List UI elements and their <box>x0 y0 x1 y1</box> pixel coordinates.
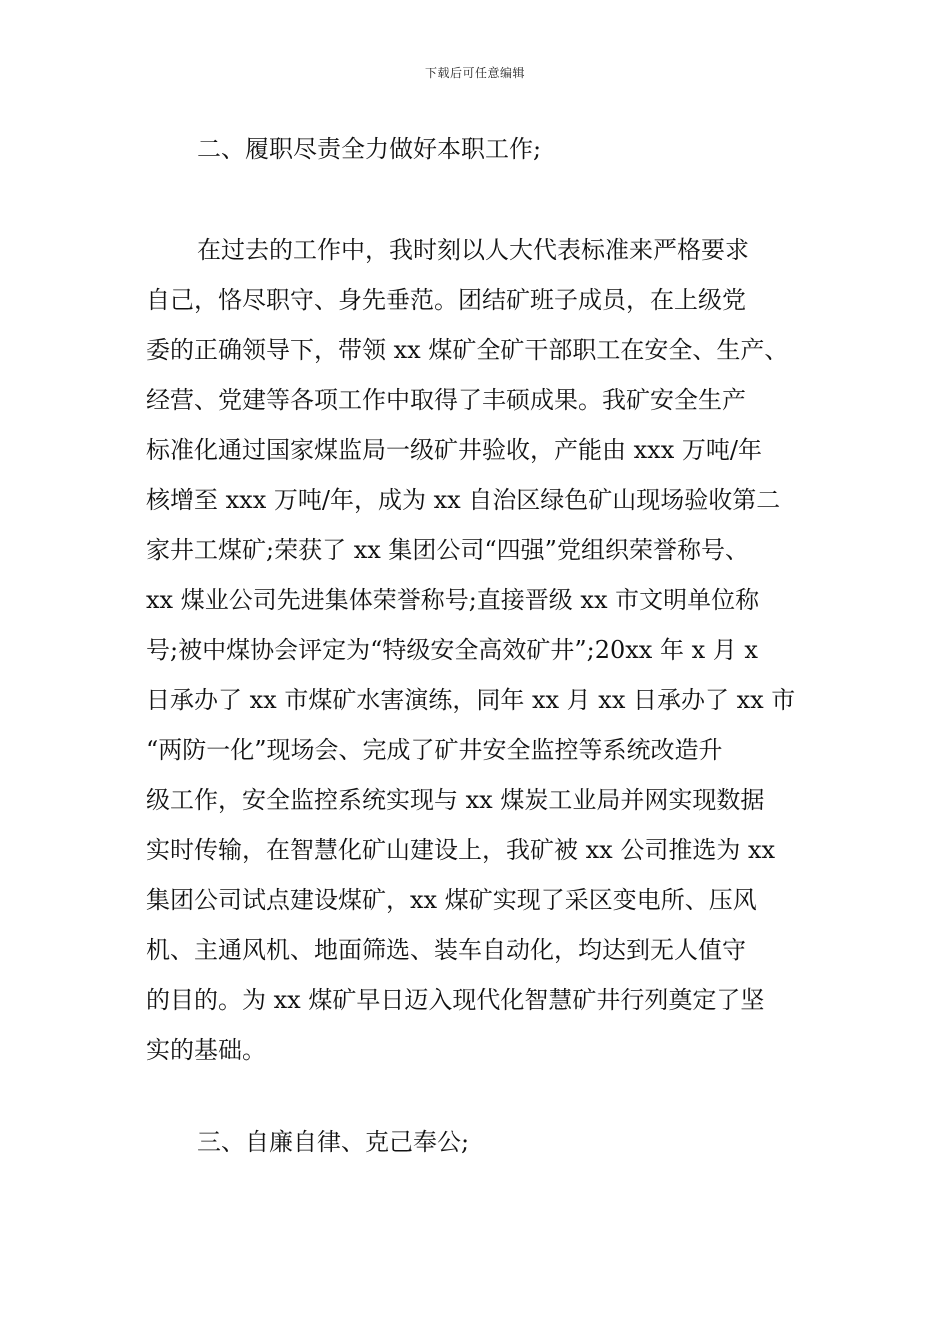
paragraph-line: 经营、党建等各项工作中取得了丰硕成果。我矿安全生产 <box>146 386 746 414</box>
paragraph-line: xx 煤业公司先进集体荣誉称号;直接晋级 xx 市文明单位称 <box>146 586 760 614</box>
paragraph-line: 核增至 xxx 万吨/年，成为 xx 自治区绿色矿山现场验收第二 <box>146 486 781 514</box>
paragraph-line: 机、主通风机、地面筛选、装车自动化，均达到无人值守 <box>146 936 746 964</box>
section-heading-2: 二、履职尽责全力做好本职工作; <box>197 135 542 163</box>
paragraph-line: 日承办了 xx 市煤矿水害演练，同年 xx 月 xx 日承办了 xx 市 <box>146 686 796 714</box>
paragraph-line: 实时传输，在智慧化矿山建设上，我矿被 xx 公司推选为 xx <box>146 836 776 864</box>
section-heading-3: 三、自廉自律、克己奉公; <box>197 1128 470 1156</box>
paragraph-line: 委的正确领导下，带领 xx 煤矿全矿干部职工在安全、生产、 <box>146 336 789 364</box>
paragraph-line: 集团公司试点建设煤矿，xx 煤矿实现了采区变电所、压风 <box>146 886 757 914</box>
paragraph-line: 自己，恪尽职守、身先垂范。团结矿班子成员，在上级党 <box>146 286 746 314</box>
paragraph-line: 级工作，安全监控系统实现与 xx 煤炭工业局并网实现数据 <box>146 786 765 814</box>
body-paragraph <box>146 232 816 1082</box>
page-header: 下载后可任意编辑 <box>424 66 525 80</box>
paragraph-line: 实的基础。 <box>146 1036 266 1064</box>
paragraph-line: 家井工煤矿;荣获了 xx 集团公司“四强”党组织荣誉称号、 <box>146 536 749 564</box>
paragraph-line: 在过去的工作中，我时刻以人大代表标准来严格要求 <box>197 236 749 264</box>
paragraph-line: “两防一化”现场会、完成了矿井安全监控等系统改造升 <box>146 736 723 764</box>
paragraph-line: 号;被中煤协会评定为“特级安全高效矿井”;20xx 年 x 月 x <box>146 636 758 664</box>
paragraph-line: 标准化通过国家煤监局一级矿井验收，产能由 xxx 万吨/年 <box>146 436 762 464</box>
paragraph-line: 的目的。为 xx 煤矿早日迈入现代化智慧矿井行列奠定了坚 <box>146 986 765 1014</box>
